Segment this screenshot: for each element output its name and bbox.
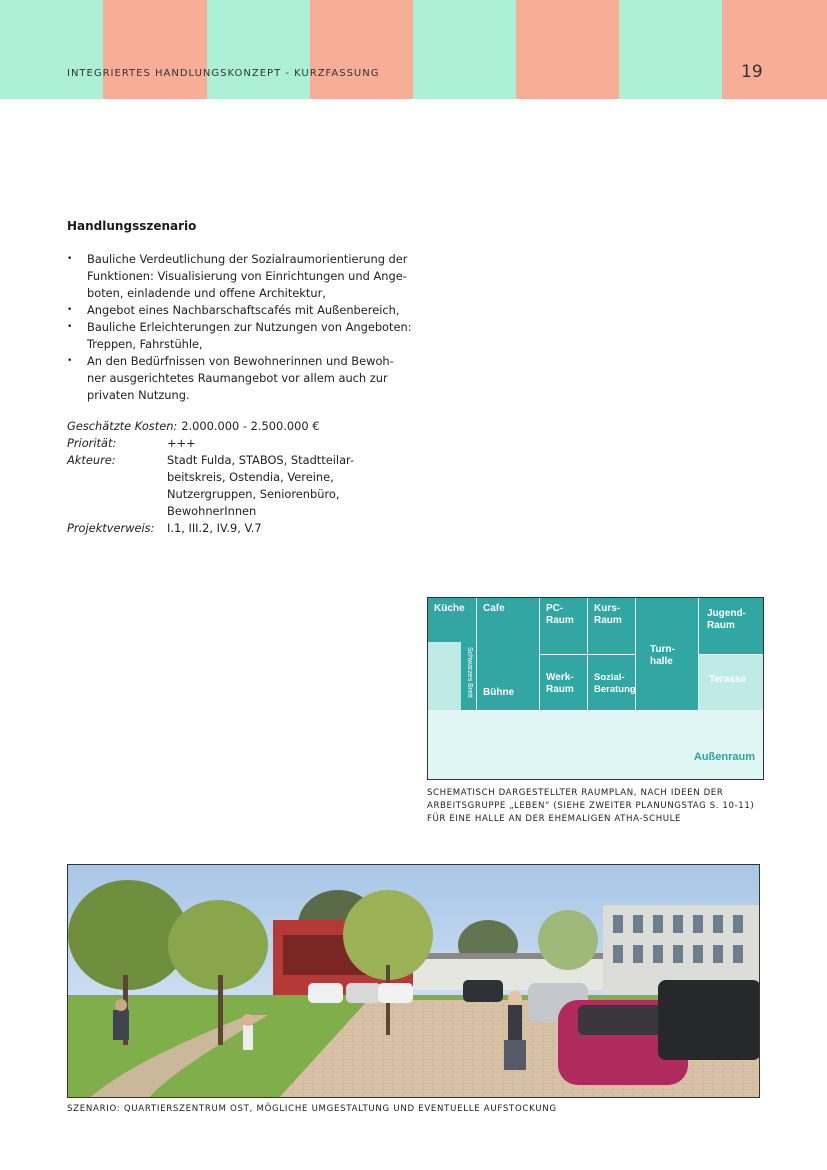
plan-caption: SCHEMATISCH DARGESTELLTER RAUMPLAN, NACH IDEEN DER ARBEITSGRUPPE „LEBEN“ (SIEHE ZWEITER PLANUNGSTAG S. 10-11) FÜR EINE HALLE AN DER EHEMALIGEN ATHA-SCHULE — [427, 788, 755, 824]
stripe-mint — [0, 0, 103, 99]
stripe-mint — [207, 0, 310, 99]
list-item: • Bauliche Erleichterungen zur Nutzungen von Angeboten: Treppen, Fahrstühle, — [67, 319, 412, 353]
reference-row — [67, 520, 367, 537]
list-item: • Bauliche Verdeutlichung der Sozialraumorientierung der Funktionen: Visualisierung von Einrichtungen und Ange-boten, einladende und offene Architektur, — [67, 251, 412, 302]
room-buehne: Bühne — [483, 687, 515, 698]
room-sozial: Sozial-Beratung — [588, 655, 635, 710]
list-item: • Angebot eines Nachbarschaftscafés mit Außenbereich, — [67, 302, 412, 319]
room-turnhalle: Turn-halle — [636, 598, 698, 710]
scenario-photo — [67, 864, 760, 1098]
stripe-salmon — [722, 0, 827, 99]
photo-caption: SZENARIO: QUARTIERSZENTRUM OST, MÖGLICHE UMGESTALTUNG UND EVENTUELLE AUFSTOCKUNG — [67, 1104, 557, 1114]
room-pc: PC-Raum — [540, 598, 587, 654]
list-item: • An den Bedürfnissen von Bewohnerinnen und Bewoh-ner ausgerichtetes Raumangebot vor allem auch zur privaten Nutzung. — [67, 353, 412, 404]
cost-label: Geschätzte Kosten: — [67, 419, 178, 433]
actors-row — [67, 452, 367, 520]
reference-value: I.1, III.2, IV.9, V.7 — [167, 521, 262, 535]
priority-label: Priorität: — [67, 436, 117, 450]
actors-value: Stadt Fulda, STABOS, Stadtteilar-beitskreis, Ostendia, Vereine, Nutzergruppen, Seniorenbüro, BewohnerInnen — [167, 453, 355, 518]
brett-label: Schwarzes Brett — [466, 647, 473, 698]
room-kurs: Kurs-Raum — [588, 598, 635, 654]
actors-label: Akteure: — [67, 453, 116, 467]
project-meta — [67, 418, 367, 537]
room-plan-diagram — [427, 597, 764, 780]
reference-label: Projektverweis: — [67, 521, 155, 535]
stripe-salmon — [310, 0, 413, 99]
scenario-list — [67, 251, 412, 404]
priority-value: +++ — [167, 436, 196, 450]
room-aussenraum: Außenraum — [693, 751, 755, 763]
room-werk: Werk-Raum — [540, 655, 587, 710]
room-terasse: Terasse — [699, 655, 763, 710]
priority-row — [67, 435, 367, 452]
room-jugend: Jugend-Raum — [699, 598, 763, 654]
stripe-mint — [619, 0, 722, 99]
header-band — [0, 0, 827, 99]
stripe-salmon — [103, 0, 207, 99]
document-title: INTEGRIERTES HANDLUNGSKONZEPT - KURZFASSUNG — [67, 68, 380, 79]
section-heading: Handlungsszenario — [67, 219, 197, 233]
cost-row — [67, 418, 367, 435]
stripe-mint — [413, 0, 516, 99]
room-cafe: Cafe — [477, 598, 539, 710]
cost-value: 2.000.000 - 2.500.000 € — [181, 419, 320, 433]
scenario-illustration — [68, 865, 760, 1098]
stripe-salmon — [516, 0, 619, 99]
room-kueche: Küche — [428, 598, 476, 642]
page-number: 19 — [741, 62, 763, 82]
